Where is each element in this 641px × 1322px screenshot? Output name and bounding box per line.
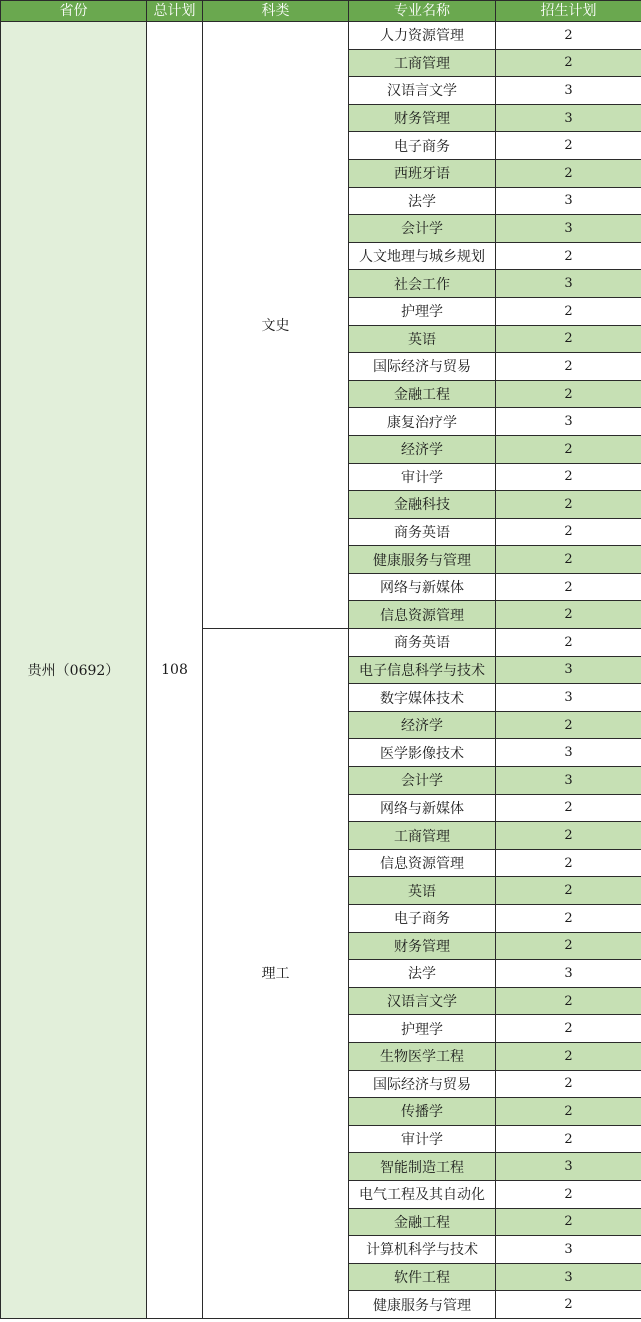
enrollment-count-cell: 2 (496, 877, 641, 905)
enrollment-count-cell: 2 (496, 629, 641, 657)
major-cell: 汉语言文学 (349, 987, 496, 1015)
enrollment-count-cell: 3 (496, 187, 641, 215)
enrollment-count-cell: 2 (496, 132, 641, 160)
major-cell: 经济学 (349, 711, 496, 739)
major-cell: 网络与新媒体 (349, 573, 496, 601)
enrollment-count-cell: 3 (496, 656, 641, 684)
major-cell: 康复治疗学 (349, 408, 496, 436)
enrollment-count-cell: 2 (496, 987, 641, 1015)
major-cell: 法学 (349, 187, 496, 215)
enrollment-count-cell: 2 (496, 1042, 641, 1070)
major-cell: 英语 (349, 325, 496, 353)
enrollment-count-cell: 3 (496, 1153, 641, 1181)
major-cell: 医学影像技术 (349, 739, 496, 767)
table-body (1, 22, 641, 1319)
enrollment-count-cell: 2 (496, 491, 641, 519)
major-cell: 传播学 (349, 1098, 496, 1126)
enrollment-count-cell: 3 (496, 104, 641, 132)
enrollment-count-cell: 2 (496, 1070, 641, 1098)
enrollment-count-cell: 2 (496, 573, 641, 601)
major-cell: 国际经济与贸易 (349, 353, 496, 381)
major-cell: 电子信息科学与技术 (349, 656, 496, 684)
enrollment-count-cell: 2 (496, 242, 641, 270)
major-cell: 商务英语 (349, 518, 496, 546)
enrollment-count-cell: 2 (496, 822, 641, 850)
enrollment-count-cell: 2 (496, 1015, 641, 1043)
enrollment-count-cell: 2 (496, 711, 641, 739)
enrollment-count-cell: 3 (496, 960, 641, 988)
major-cell: 财务管理 (349, 932, 496, 960)
enrollment-count-cell: 2 (496, 380, 641, 408)
major-cell: 电子商务 (349, 905, 496, 933)
major-cell: 金融工程 (349, 380, 496, 408)
major-cell: 人文地理与城乡规划 (349, 242, 496, 270)
major-cell: 审计学 (349, 463, 496, 491)
major-cell: 电气工程及其自动化 (349, 1180, 496, 1208)
header-enrollment-plan: 招生计划 (496, 1, 641, 22)
major-cell: 数字媒体技术 (349, 684, 496, 712)
enrollment-count-cell: 3 (496, 77, 641, 105)
enrollment-count-cell: 2 (496, 932, 641, 960)
major-cell: 国际经济与贸易 (349, 1070, 496, 1098)
enrollment-count-cell: 2 (496, 353, 641, 381)
major-cell: 网络与新媒体 (349, 794, 496, 822)
province-cell: 贵州（0692） (1, 22, 147, 1319)
header-province: 省份 (1, 1, 147, 22)
major-cell: 工商管理 (349, 49, 496, 77)
major-cell: 商务英语 (349, 629, 496, 657)
major-cell: 护理学 (349, 1015, 496, 1043)
enrollment-count-cell: 2 (496, 518, 641, 546)
enrollment-count-cell: 2 (496, 601, 641, 629)
enrollment-count-cell: 2 (496, 849, 641, 877)
major-cell: 西班牙语 (349, 159, 496, 187)
major-cell: 会计学 (349, 767, 496, 795)
enrollment-count-cell: 3 (496, 270, 641, 298)
major-cell: 经济学 (349, 435, 496, 463)
enrollment-count-cell: 2 (496, 463, 641, 491)
major-cell: 社会工作 (349, 270, 496, 298)
major-cell: 人力资源管理 (349, 22, 496, 50)
major-cell: 计算机科学与技术 (349, 1236, 496, 1264)
enrollment-count-cell: 2 (496, 794, 641, 822)
enrollment-count-cell: 2 (496, 1098, 641, 1126)
major-cell: 会计学 (349, 215, 496, 243)
enrollment-count-cell: 3 (496, 739, 641, 767)
major-cell: 金融工程 (349, 1208, 496, 1236)
major-cell: 健康服务与管理 (349, 1291, 496, 1319)
header-category: 科类 (203, 1, 349, 22)
enrollment-count-cell: 2 (496, 22, 641, 50)
major-cell: 金融科技 (349, 491, 496, 519)
enrollment-count-cell: 2 (496, 325, 641, 353)
major-cell: 信息资源管理 (349, 849, 496, 877)
enrollment-count-cell: 2 (496, 1125, 641, 1153)
major-cell: 英语 (349, 877, 496, 905)
enrollment-count-cell: 2 (496, 49, 641, 77)
enrollment-count-cell: 2 (496, 905, 641, 933)
enrollment-count-cell: 3 (496, 215, 641, 243)
enrollment-count-cell: 2 (496, 159, 641, 187)
total-plan-cell: 108 (147, 22, 203, 1319)
enrollment-count-cell: 3 (496, 684, 641, 712)
major-cell: 生物医学工程 (349, 1042, 496, 1070)
major-cell: 电子商务 (349, 132, 496, 160)
major-cell: 法学 (349, 960, 496, 988)
table-row (1, 22, 641, 50)
enrollment-count-cell: 2 (496, 435, 641, 463)
major-cell: 汉语言文学 (349, 77, 496, 105)
enrollment-count-cell: 2 (496, 1291, 641, 1319)
major-cell: 信息资源管理 (349, 601, 496, 629)
major-cell: 软件工程 (349, 1263, 496, 1291)
major-cell: 智能制造工程 (349, 1153, 496, 1181)
header-major: 专业名称 (349, 1, 496, 22)
major-cell: 财务管理 (349, 104, 496, 132)
enrollment-count-cell: 2 (496, 1208, 641, 1236)
enrollment-count-cell: 2 (496, 297, 641, 325)
enrollment-count-cell: 3 (496, 408, 641, 436)
major-cell: 工商管理 (349, 822, 496, 850)
enrollment-count-cell: 2 (496, 1180, 641, 1208)
category-cell: 文史 (203, 22, 349, 629)
enrollment-count-cell: 2 (496, 546, 641, 574)
major-cell: 审计学 (349, 1125, 496, 1153)
header-total-plan: 总计划 (147, 1, 203, 22)
enrollment-count-cell: 3 (496, 1236, 641, 1264)
enrollment-count-cell: 3 (496, 767, 641, 795)
major-cell: 健康服务与管理 (349, 546, 496, 574)
category-cell: 理工 (203, 629, 349, 1319)
table-header (1, 1, 641, 22)
header-row (1, 1, 641, 22)
enrollment-count-cell: 3 (496, 1263, 641, 1291)
major-cell: 护理学 (349, 297, 496, 325)
